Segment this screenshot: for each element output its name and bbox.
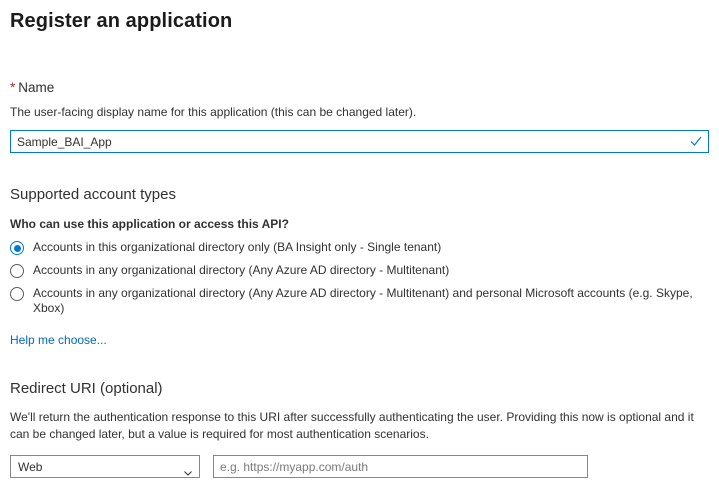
name-input[interactable]: [11, 131, 708, 152]
name-input-container[interactable]: [10, 130, 709, 153]
radio-label: Accounts in this organizational directory only (BA Insight only - Single tenant): [33, 240, 442, 254]
redirect-uri-heading: Redirect URI (optional): [10, 380, 163, 397]
account-types-heading: Supported account types: [10, 186, 176, 203]
help-me-choose-link[interactable]: Help me choose...: [10, 333, 107, 347]
chevron-down-icon: [184, 464, 192, 469]
radio-icon: [10, 241, 24, 255]
redirect-uri-row: [10, 455, 709, 478]
radio-multitenant[interactable]: [10, 263, 709, 278]
radio-single-tenant[interactable]: [10, 240, 709, 255]
name-description: The user-facing display name for this application (this can be changed later).: [10, 105, 417, 119]
register-application-page: [0, 10, 719, 491]
required-marker: *: [10, 80, 16, 95]
radio-icon: [10, 287, 24, 301]
redirect-uri-input-container[interactable]: [213, 455, 588, 478]
radio-icon: [10, 264, 24, 278]
name-label: Name: [18, 80, 55, 95]
account-types-radio-group[interactable]: [10, 240, 709, 316]
name-label-row: [10, 80, 709, 95]
redirect-uri-input[interactable]: [214, 456, 587, 477]
redirect-uri-description: We'll return the authentication response to this URI after successfully authenticating the user. Providing this now is optional and it can be changed later, but a value is required for most authentication scenarios.: [10, 410, 694, 441]
radio-multitenant-personal[interactable]: [10, 286, 709, 316]
radio-label: Accounts in any organizational directory (Any Azure AD directory - Multitenant) and personal Microsoft accounts (e.g. Skype, Xbox): [33, 286, 693, 315]
platform-select[interactable]: [10, 455, 200, 478]
page-title: Register an application: [10, 10, 233, 32]
radio-label: Accounts in any organizational directory (Any Azure AD directory - Multitenant): [33, 263, 450, 277]
platform-select-value: Web: [18, 459, 43, 474]
account-types-question: Who can use this application or access this API?: [10, 217, 289, 231]
